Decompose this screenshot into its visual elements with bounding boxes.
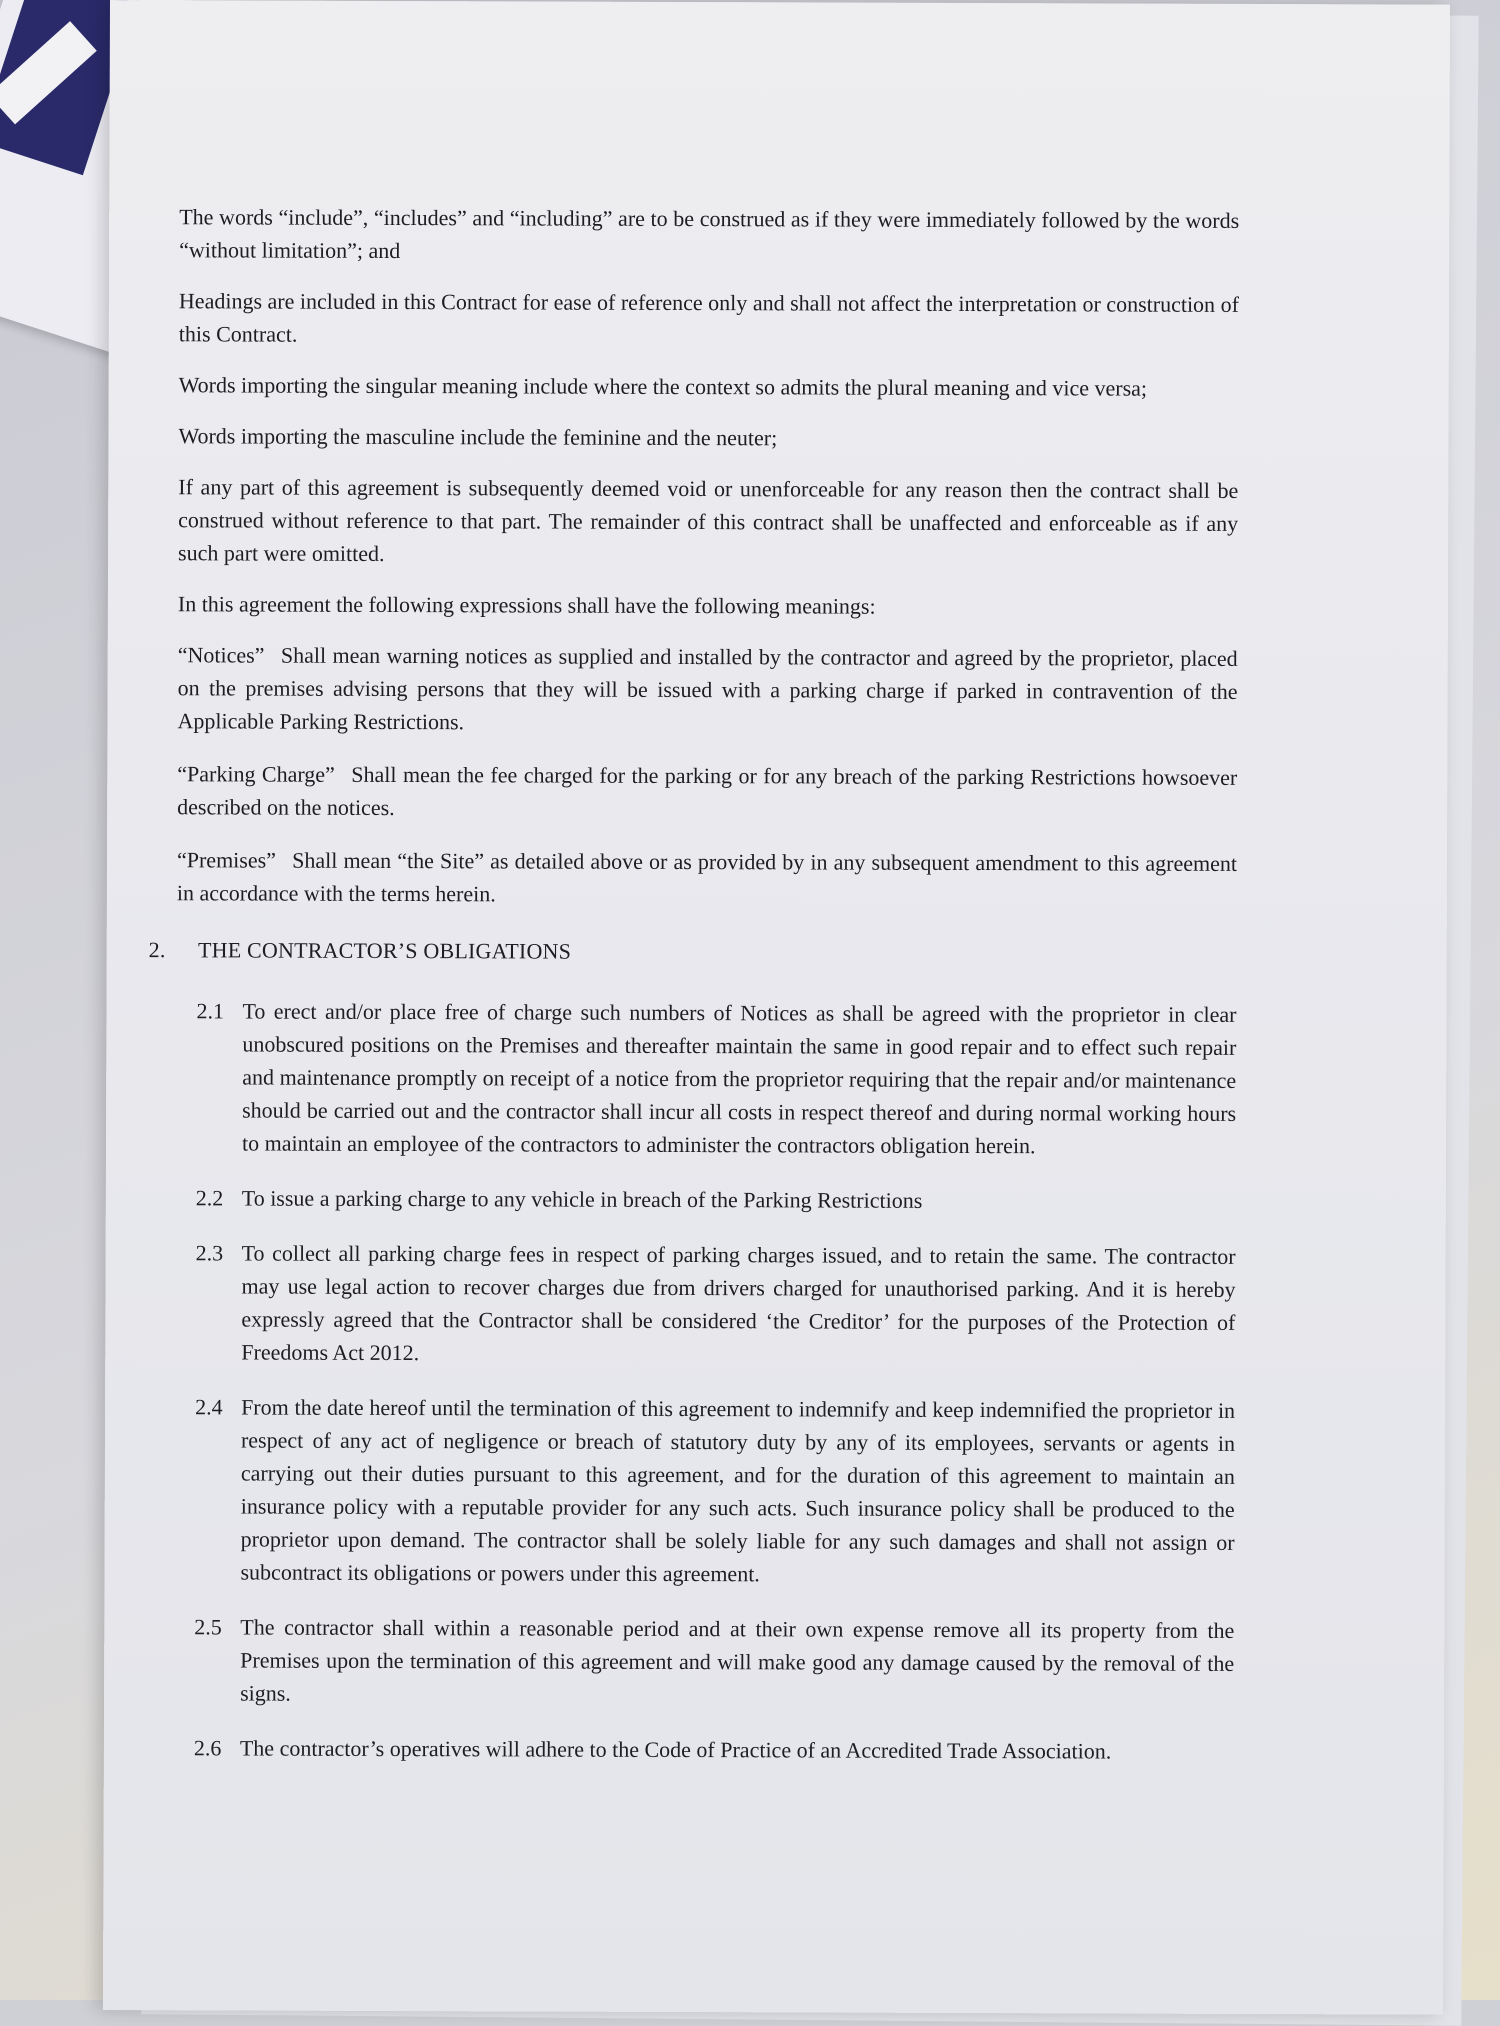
clause-2-2 [196,1181,1236,1218]
paragraph-headings: Headings are included in this Contract for ease of reference only and shall not affect the interpretation or construction of this Contract. [178,288,1239,347]
clause-number: 2.3 [195,1240,224,1266]
section-title: THE CONTRACTOR’S OBLIGATIONS [197,937,572,964]
clause-text: To issue a parking charge to any vehicle in breach of the Parking Restrictions [241,1185,923,1213]
clause-number: 2.5 [194,1614,222,1640]
clause-2-1 [196,994,1237,1163]
paragraph-include: The words “include”, “includes” and “including” are to be construed as if they were immediately followed by the words “without limitation”; and [179,204,1240,264]
clause-text: The contractor’s operatives will adhere to the Code of Practice of an Accredited Trade Association. [239,1735,1112,1764]
definition-term: “Parking Charge” [177,761,335,787]
clause-text: The contractor shall within a reasonable period and at their own expense remove all its property from the Premises upon the termination of this agreement and will make good any damage caused by the removal of the signs. [240,1614,1235,1706]
paragraph-singular: Words importing the singular meaning include where the context so admits the plural meaning and vice versa; [178,372,1148,401]
document-page [103,0,1450,2015]
document-body [148,200,1240,1790]
section-number: 2. [148,937,166,963]
paragraph-severability: If any part of this agreement is subsequently deemed void or unenforceable for any reason then the contract shall be construed without reference to that part. The remainder of this contract shall be unaffected and enforceable as if any such part were omitted. [178,474,1239,566]
clause-number: 2.2 [195,1185,224,1211]
definition-term: “Notices” [177,642,265,668]
clause-text: To collect all parking charge fees in respect of parking charges issued, and to retain the same. The contractor may use legal action to recover charges due from drivers charged for unauthorised parking. And it is hereby expressly agreed that the Contractor shall be considered ‘the Creditor’ for the purposes of the Protection of Freedoms Act 2012. [241,1240,1236,1366]
clause-2-5 [194,1610,1234,1713]
paragraph-expressions: In this agreement the following expressions shall have the following meanings: [177,591,876,619]
clause-2-3 [195,1236,1235,1372]
clause-number: 2.4 [195,1394,223,1420]
clause-2-4 [194,1390,1235,1592]
section-heading [149,933,1237,970]
definition-text: Shall mean “the Site” as detailed above or as provided by in any subsequent amendment to this agreement in accordance with the terms herein. [176,847,1238,907]
definition-parking-charge [177,757,1237,827]
clause-2-6 [194,1731,1234,1768]
definition-notices [177,638,1237,741]
definition-text: Shall mean warning notices as supplied and installed by the contractor and agreed by the proprietor, placed on the premises advising persons that they will be issued with a parking charge if parked in contravention of the Applicable Parking Restrictions. [177,642,1238,735]
definition-text: Shall mean the fee charged for the parking or for any breach of the parking Restrictions howsoever described on the notices. [177,761,1238,820]
clause-number: 2.6 [193,1735,222,1761]
clause-text: To erect and/or place free of charge such numbers of Notices as shall be agreed with the proprietor in clear unobscured positions on the Premises and thereafter maintain the same in good repair and to effect such repair and maintenance promptly on receipt of a notice from the proprietor requiring that the repair and/or maintenance should be carried out and the contractor shall incur all costs in respect thereof and during normal working hours to maintain an employee of the contractors to administer the contractors obligation herein. [241,998,1237,1159]
definition-term: “Premises” [176,847,277,873]
clause-text: From the date hereof until the termination of this agreement to indemnify and keep indemnified the proprietor in respect of any act of negligence or breach of statutory duty by any of its employees, servants or agents in carrying out their duties pursuant to this agreement, and for the duration of this agreement to maintain an insurance policy with a reputable provider for any such acts. Such insurance policy shall be produced to the proprietor upon demand. The contractor shall be solely liable for any such damages and shall not assign or subcontract its obligations or powers under this agreement. [240,1394,1236,1587]
paragraph-masculine: Words importing the masculine include the feminine and the neuter; [178,423,778,451]
definition-premises [177,843,1237,913]
clause-number: 2.1 [196,998,225,1024]
